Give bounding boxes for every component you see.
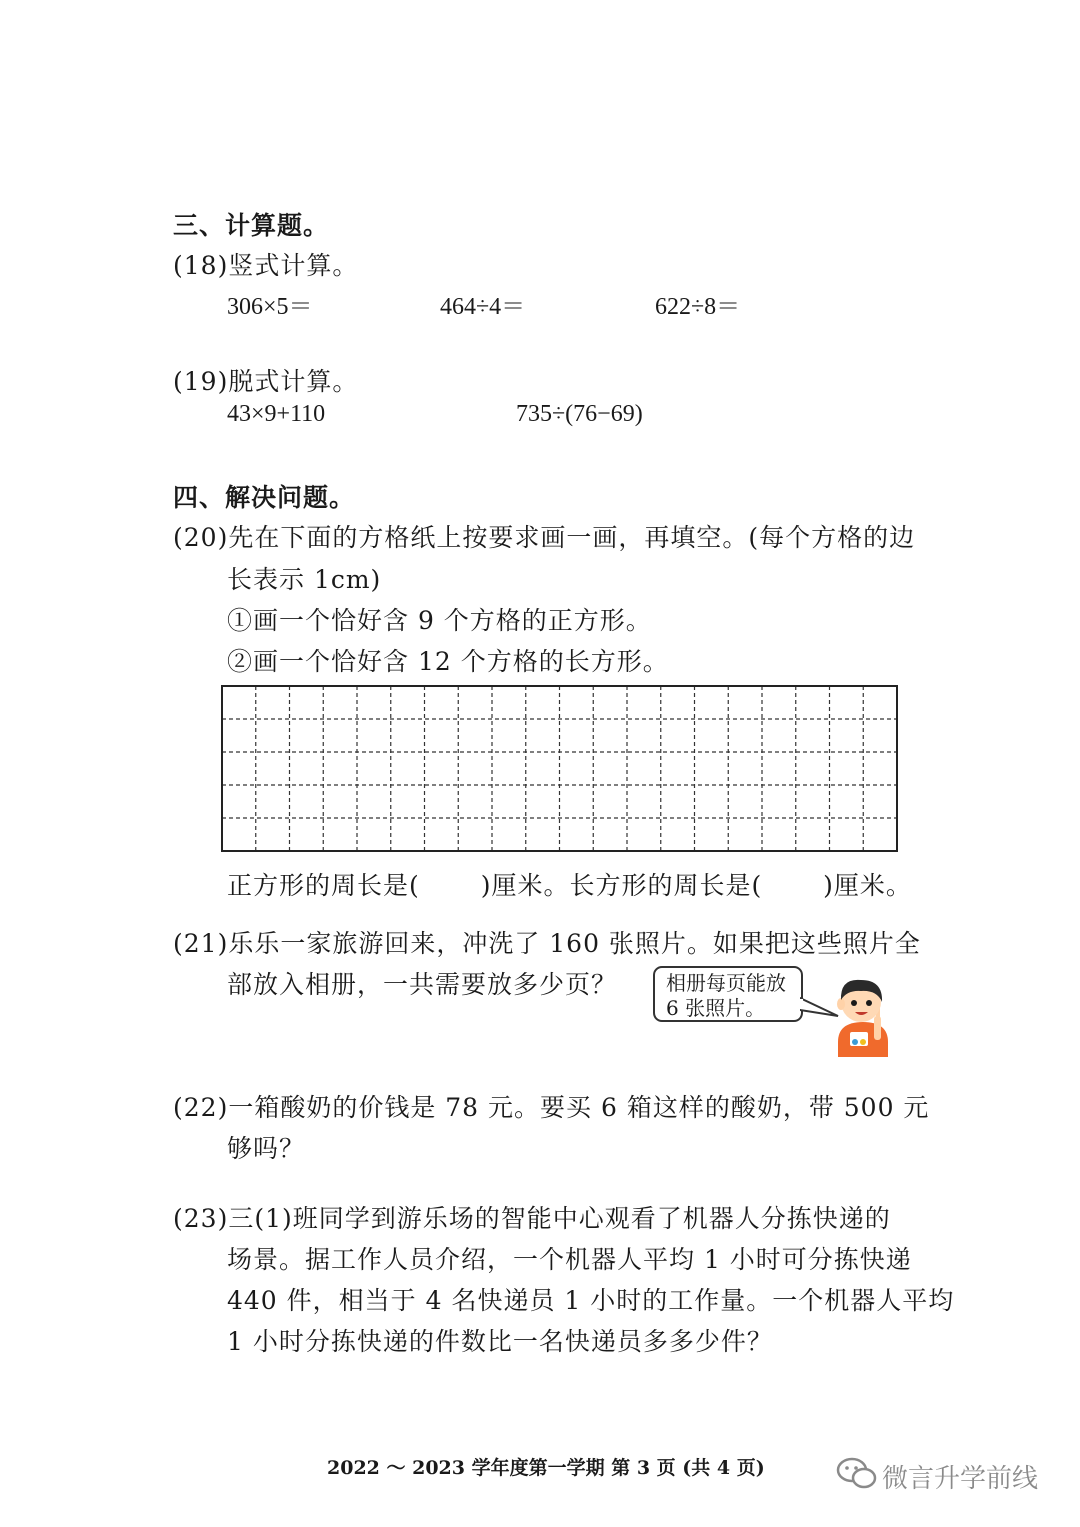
watermark-text: 微言升学前线	[882, 1464, 1039, 1494]
q20-line-2: 长表示 1cm)	[227, 565, 382, 594]
q21-line-1: (21)乐乐一家旅游回来，冲洗了 160 张照片。如果把这些照片全	[173, 929, 921, 958]
q23-line-3: 440 件，相当于 4 名快递员 1 小时的工作量。一个机器人平均	[227, 1286, 955, 1315]
q19-label: (19)脱式计算。	[173, 367, 359, 396]
bubble-line-2: 6 张照片。	[666, 996, 766, 1020]
bubble-line-1: 相册每页能放	[666, 971, 786, 995]
q19-expr-1: 43×9+110	[227, 401, 326, 427]
q23-line-2: 场景。据工作人员介绍，一个机器人平均 1 小时可分拣快递	[227, 1245, 912, 1274]
wechat-icon	[836, 1456, 878, 1492]
q22-line-1: (22)一箱酸奶的价钱是 78 元。要买 6 箱这样的酸奶，带 500 元	[173, 1093, 930, 1122]
grid-paper[interactable]	[221, 685, 898, 852]
q21-line-2: 部放入相册，一共需要放多少页？	[227, 970, 618, 999]
speech-bubble	[653, 966, 803, 1022]
q23-line-4: 1 小时分拣快递的件数比一名快递员多多少件？	[227, 1327, 773, 1356]
q23-line-1: (23)三(1)班同学到游乐场的智能中心观看了机器人分拣快递的	[173, 1204, 891, 1233]
q20-item-1: ①画一个恰好含 9 个方格的正方形。	[227, 606, 652, 635]
page-footer: 2022 ～ 2023 学年度第一学期 第 3 页 (共 4 页)	[327, 1457, 765, 1479]
q18-expr-2: 464÷4＝	[440, 294, 526, 320]
section3-title: 三、计算题。	[173, 211, 330, 240]
boy-illustration	[830, 972, 896, 1057]
q18-expr-1: 306×5＝	[227, 294, 313, 320]
q18-label: (18)竖式计算。	[173, 251, 359, 280]
q18-expr-3: 622÷8＝	[655, 294, 741, 320]
q19-expr-2: 735÷(76−69)	[516, 401, 643, 427]
q20-fill-line: 正方形的周长是( )厘米。长方形的周长是( )厘米。	[227, 871, 912, 900]
q20-line-1: (20)先在下面的方格纸上按要求画一画，再填空。(每个方格的边	[173, 523, 916, 552]
section4-title: 四、解决问题。	[173, 483, 356, 512]
q20-item-2: ②画一个恰好含 12 个方格的长方形。	[227, 647, 669, 676]
q22-line-2: 够吗？	[227, 1134, 306, 1163]
